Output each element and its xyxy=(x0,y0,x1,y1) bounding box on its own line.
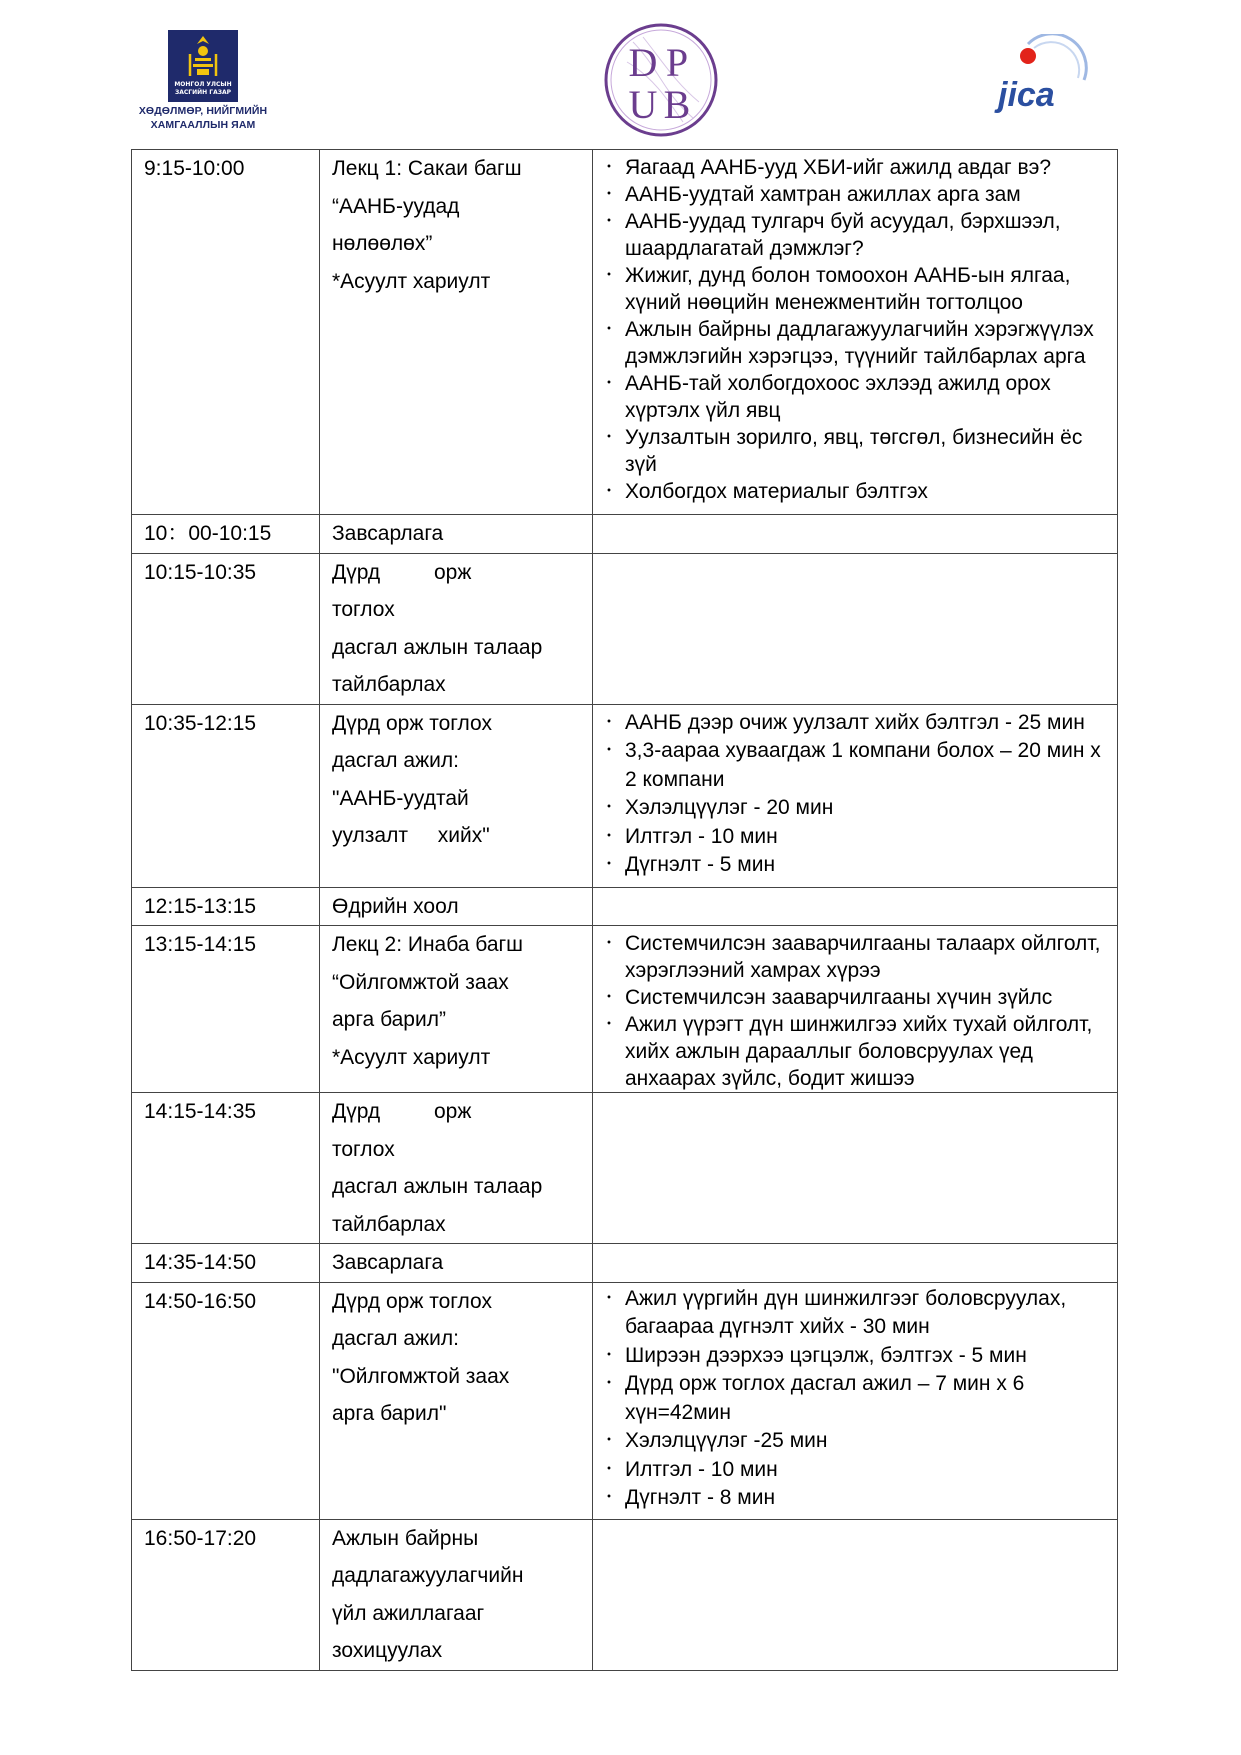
svg-text:МОНГОЛ УЛСЫН: МОНГОЛ УЛСЫН xyxy=(174,81,232,88)
time-cell: 12:15-13:15 xyxy=(132,887,320,926)
jica-logo-icon xyxy=(990,34,1090,114)
list-item: ・ ААНБ-уудад тулгарч буй асуудал, бэрхшээл, шаардлагатай дэмжлэг? xyxy=(609,208,1111,262)
ministry-name-line2: ХАМГААЛЛЫН ЯАМ xyxy=(150,119,256,131)
details-cell xyxy=(593,515,1118,554)
details-cell xyxy=(593,1282,1118,1519)
schedule-table xyxy=(131,149,1118,1671)
session-cell: Өдрийн хоол xyxy=(320,887,593,926)
list-item: ・ Системчилсэн зааварчилгааны талаарх ойлголт, хэрэглээний хамрах хүрээ xyxy=(609,930,1111,984)
list-item: ・ Системчилсэн зааварчилгааны хүчин зүйлс xyxy=(609,984,1111,1011)
table-row xyxy=(132,704,1118,887)
list-item: ・ Ажил үүрэгт дүн шинжилгээ хийх тухай ойлголт, хийх ажлын дарааллыг боловсруулах үед анхаарах зүйлс, бодит жишээ xyxy=(609,1011,1111,1092)
dpub-logo xyxy=(603,22,719,138)
session-cell: Дүрд орж тоглох дасгал ажлын талаар тайлбарлах xyxy=(320,553,593,704)
ministry-name-line1: ХӨДӨЛМӨР, НИЙГМИЙН xyxy=(138,105,268,117)
details-cell xyxy=(593,926,1118,1093)
list-item: ・ Илтгэл - 10 мин xyxy=(609,1456,1111,1485)
table-row xyxy=(132,515,1118,554)
session-cell: Дүрд орж тоглох дасгал ажлын талаар тайлбарлах xyxy=(320,1093,593,1244)
session-cell: Дүрд орж тоглох дасгал ажил: "Ойлгомжтой заах арга барил" xyxy=(320,1282,593,1519)
details-cell xyxy=(593,704,1118,887)
session-cell: Лекц 2: Инаба багш “Ойлгомжтой заах арга барил” *Асуулт хариулт xyxy=(320,926,593,1093)
table-row xyxy=(132,1093,1118,1244)
session-cell: Ажлын байрны дадлагажуулагчийн үйл ажиллагааг зохицуулах xyxy=(320,1519,593,1670)
details-cell xyxy=(593,1244,1118,1283)
time-cell: 10:15-10:35 xyxy=(132,553,320,704)
time-cell: 13:15-14:15 xyxy=(132,926,320,1093)
list-item: ・ Хэлэлцүүлэг - 20 мин xyxy=(609,794,1111,823)
details-list xyxy=(609,154,1111,505)
list-item: ・ Дүрд орж тоглох дасгал ажил – 7 мин x 6 хүн=42мин xyxy=(609,1370,1111,1427)
ministry-logo xyxy=(128,30,278,134)
details-cell xyxy=(593,887,1118,926)
table-row xyxy=(132,926,1118,1093)
table-row xyxy=(132,1282,1118,1519)
svg-text:B: B xyxy=(663,82,691,127)
svg-text:U: U xyxy=(628,82,658,127)
list-item: ・ Яагаад ААНБ-ууд ХБИ-ийг ажилд авдаг вэ? xyxy=(609,154,1111,181)
list-item: ・ 3,3-аараа хуваагдаж 1 компани болох – 20 мин x 2 компани xyxy=(609,737,1111,794)
details-cell xyxy=(593,1093,1118,1244)
time-cell: 14:50-16:50 xyxy=(132,1282,320,1519)
list-item: ・ Дүгнэлт - 8 мин xyxy=(609,1484,1111,1513)
session-cell: Завсарлага xyxy=(320,1244,593,1283)
list-item: ・ Дүгнэлт - 5 мин xyxy=(609,851,1111,880)
time-cell: 10:35-12:15 xyxy=(132,704,320,887)
table-row xyxy=(132,150,1118,515)
ministry-emblem-icon xyxy=(168,30,238,104)
page-header xyxy=(0,0,1241,150)
list-item: ・ Ширээн дээрхээ цэгцэлж, бэлтгэх - 5 мин xyxy=(609,1342,1111,1371)
table-row xyxy=(132,887,1118,926)
list-item: ・ ААНБ-тай холбогдохоос эхлээд ажилд орох хүртэлх үйл явц xyxy=(609,370,1111,424)
table-row xyxy=(132,553,1118,704)
details-cell xyxy=(593,553,1118,704)
details-list xyxy=(609,709,1111,880)
details-list xyxy=(609,1285,1111,1513)
svg-text:P: P xyxy=(665,40,689,85)
list-item: ・ Уулзалтын зорилго, явц, төгсгөл, бизнесийн ёс зүй xyxy=(609,424,1111,478)
list-item: ・ Ажил үүргийн дүн шинжилгээг боловсруулах, багаараа дүгнэлт хийх - 30 мин xyxy=(609,1285,1111,1342)
time-cell: 14:35-14:50 xyxy=(132,1244,320,1283)
session-cell: Лекц 1: Сакаи багш “ААНБ-уудад нөлөөлөх” *Асуулт хариулт xyxy=(320,150,593,515)
list-item: ・ Холбогдох материалыг бэлтгэх xyxy=(609,478,1111,505)
svg-text:jica: jica xyxy=(998,76,1055,114)
svg-text:D: D xyxy=(628,40,658,85)
jica-logo xyxy=(990,34,1090,114)
time-cell: 14:15-14:35 xyxy=(132,1093,320,1244)
time-cell: 16:50-17:20 xyxy=(132,1519,320,1670)
session-cell: Дүрд орж тоглох дасгал ажил: "ААНБ-уудтай уулзалт хийх" xyxy=(320,704,593,887)
time-cell: 9:15-10:00 xyxy=(132,150,320,515)
list-item: ・ ААНБ-уудтай хамтран ажиллах арга зам xyxy=(609,181,1111,208)
list-item: ・ Илтгэл - 10 мин xyxy=(609,823,1111,852)
table-row xyxy=(132,1519,1118,1670)
details-list xyxy=(609,930,1111,1092)
list-item: ・ Жижиг, дунд болон томоохон ААНБ-ын ялгаа, хүний нөөцийн менежментийн тогтолцоо xyxy=(609,262,1111,316)
details-cell xyxy=(593,1519,1118,1670)
dpub-logo-icon xyxy=(603,22,719,138)
table-row xyxy=(132,1244,1118,1283)
time-cell: 10：00-10:15 xyxy=(132,515,320,554)
details-cell xyxy=(593,150,1118,515)
session-cell: Завсарлага xyxy=(320,515,593,554)
svg-text:ЗАСГИЙН ГАЗАР: ЗАСГИЙН ГАЗАР xyxy=(174,89,232,96)
list-item: ・ Ажлын байрны дадлагажуулагчийн хэрэгжүүлэх дэмжлэгийн хэрэгцээ, түүнийг тайлбарлах арга xyxy=(609,316,1111,370)
list-item: ・ Хэлэлцүүлэг -25 мин xyxy=(609,1427,1111,1456)
list-item: ・ ААНБ дээр очиж уулзалт хийх бэлтгэл - 25 мин xyxy=(609,709,1111,738)
